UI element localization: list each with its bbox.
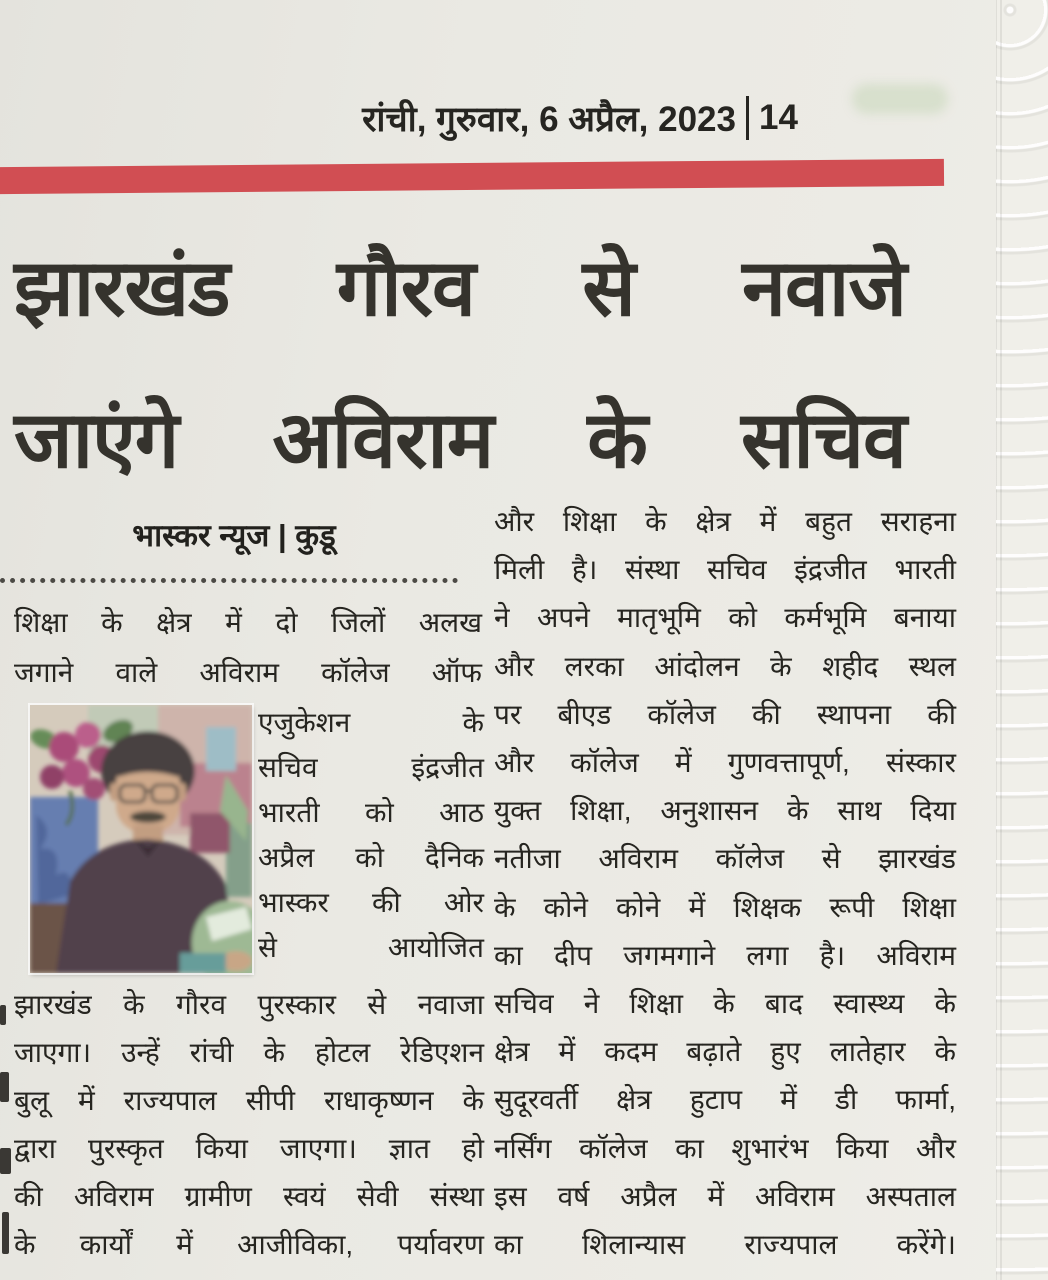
text-line: एजुकेशन के bbox=[258, 707, 484, 738]
text-line: भास्कर की ओर bbox=[258, 887, 484, 918]
text-line: की अविराम ग्रामीण स्वयं सेवी संस्था bbox=[14, 1181, 484, 1212]
text-line: के कार्यों में आजीविका, पर्यावरण bbox=[14, 1229, 484, 1260]
byline: भास्कर न्यूज | कुडू bbox=[132, 518, 336, 553]
text-line: सुदूरवर्ती क्षेत्र हुटाप में डी फार्मा, bbox=[494, 1084, 956, 1116]
text-line: से आयोजित bbox=[258, 932, 484, 963]
headline-line-1: झारखंड गौरव से नवाजे bbox=[14, 243, 906, 332]
scan-edge-mark bbox=[0, 1072, 9, 1102]
beside-photo-text bbox=[258, 700, 484, 970]
photo-illustration bbox=[30, 705, 252, 973]
dateline-text: रांची, गुरुवार, 6 अप्रैल, 2023 bbox=[362, 99, 736, 139]
headline bbox=[14, 212, 906, 516]
byline-dotted-rule bbox=[0, 568, 458, 583]
scan-edge-mark bbox=[2, 1212, 9, 1254]
text-line: जगाने वाले अविराम कॉलेज ऑफ bbox=[14, 657, 482, 688]
text-line: ने अपने मातृभूमि को कर्मभूमि बनाया bbox=[494, 602, 956, 634]
text-line: और शिक्षा के क्षेत्र में बहुत सराहना bbox=[494, 506, 956, 537]
text-line: नतीजा अविराम कॉलेज से झारखंड bbox=[494, 843, 956, 875]
print-bleed-smudge bbox=[852, 84, 948, 114]
page-number: 14 bbox=[759, 98, 798, 137]
text-line: पर बीएड कॉलेज की स्थापना की bbox=[494, 698, 956, 730]
text-line: के कोने कोने में शिक्षक रूपी शिक्षा bbox=[494, 891, 956, 923]
article-photo bbox=[30, 705, 252, 973]
text-line: भारती को आठ bbox=[258, 797, 484, 828]
text-line: मिली है। संस्था सचिव इंद्रजीत भारती bbox=[494, 554, 956, 586]
paper-right-edge-texture bbox=[996, 0, 1048, 1280]
scan-edge-mark bbox=[0, 1005, 6, 1025]
right-column-text bbox=[494, 498, 956, 1269]
dateline bbox=[300, 88, 860, 148]
text-line: झारखंड के गौरव पुरस्कार से नवाजा bbox=[14, 989, 484, 1020]
text-line: अप्रैल को दैनिक bbox=[258, 842, 484, 873]
text-line: क्षेत्र में कदम बढ़ाते हुए लातेहार के bbox=[494, 1036, 956, 1068]
text-line: शिक्षा के क्षेत्र में दो जिलों अलख bbox=[14, 607, 482, 638]
text-line: युक्त शिक्षा, अनुशासन के साथ दिया bbox=[494, 795, 956, 827]
text-line: और लरका आंदोलन के शहीद स्थल bbox=[494, 650, 956, 682]
text-line: का दीप जगमगाने लगा है। अविराम bbox=[494, 939, 956, 971]
dateline-divider bbox=[746, 96, 749, 140]
text-line: का शिलान्यास राज्यपाल करेंगे। bbox=[494, 1229, 956, 1261]
text-line: और कॉलेज में गुणवत्तापूर्ण, संस्कार bbox=[494, 747, 956, 779]
text-line: सचिव ने शिक्षा के बाद स्वास्थ्य के bbox=[494, 988, 956, 1020]
text-line: सचिव इंद्रजीत bbox=[258, 752, 484, 783]
text-line: इस वर्ष अप्रैल में अविराम अस्पताल bbox=[494, 1180, 956, 1212]
scan-edge-mark bbox=[0, 1148, 11, 1174]
paper-crease-line bbox=[1000, 0, 1002, 1280]
text-line: जाएगा। उन्हें रांची के होटल रेडिएशन bbox=[14, 1037, 484, 1068]
headline-line-2: जाएंगे अविराम के सचिव bbox=[14, 395, 906, 484]
text-line: नर्सिंग कॉलेज का शुभारंभ किया और bbox=[494, 1132, 956, 1164]
text-line: बुलू में राज्यपाल सीपी राधाकृष्णन के bbox=[14, 1085, 484, 1116]
text-line: द्वारा पुरस्कृत किया जाएगा। ज्ञात हो bbox=[14, 1133, 484, 1164]
below-photo-text bbox=[14, 981, 484, 1269]
left-column-intro bbox=[14, 598, 482, 698]
masthead-red-rule bbox=[0, 159, 944, 194]
